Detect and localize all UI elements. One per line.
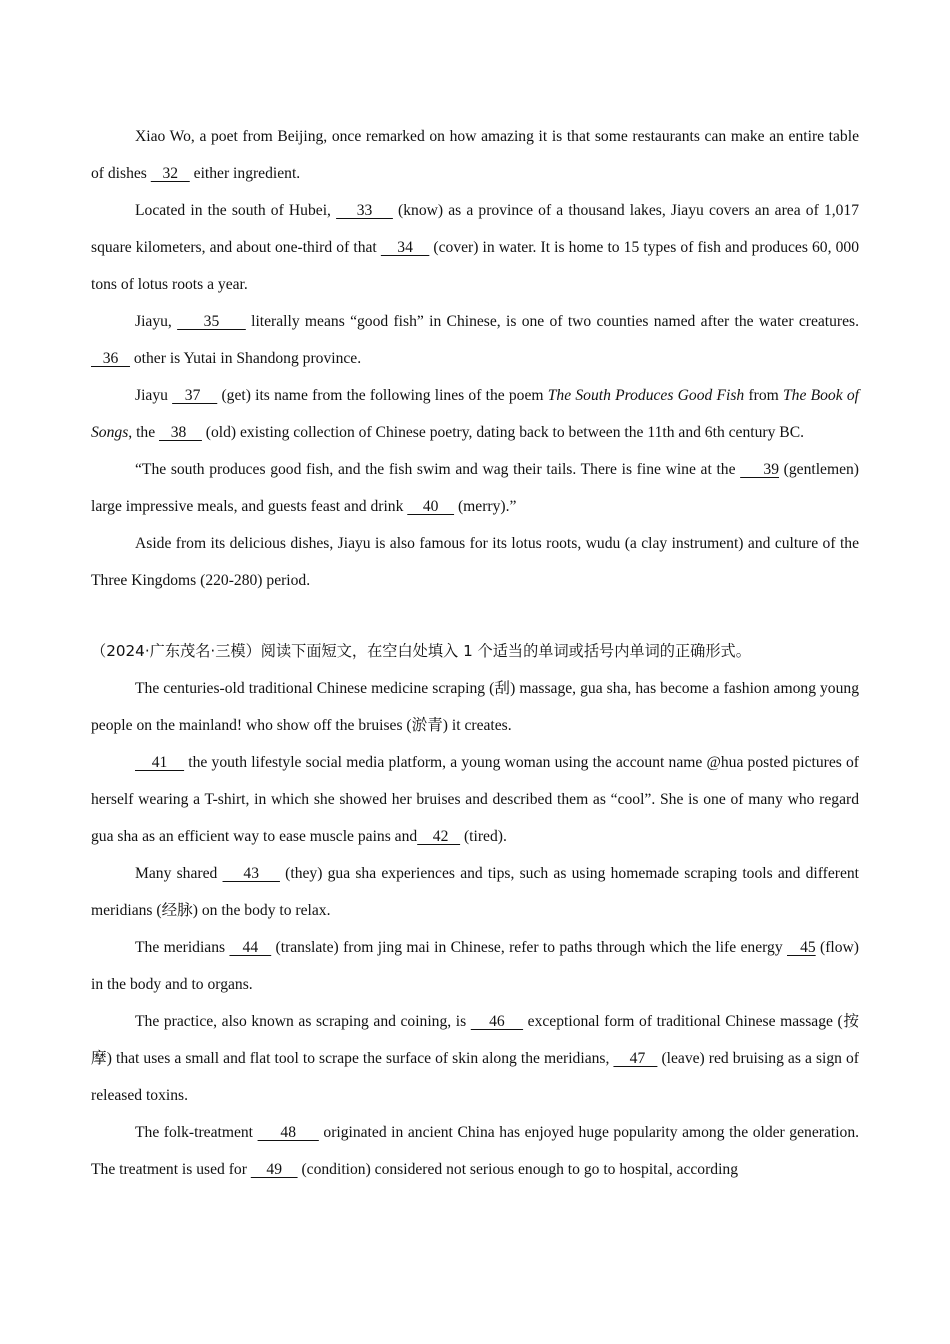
blank-46: 46	[470, 1013, 524, 1030]
text: (translate) from jing mai in Chinese, refer to paths through which the life energy	[271, 939, 787, 956]
paragraph	[91, 855, 859, 929]
paragraph	[91, 1114, 859, 1188]
text: the youth lifestyle social media platform, a young woman using the account name @hua posted pictures of herself wearing a T-shirt, in which she showed her bruises and described them as “cool”. She is one of many who regard gua sha as an efficient way to ease muscle pains and	[91, 754, 859, 845]
paragraph	[91, 929, 859, 1003]
paragraph	[91, 670, 859, 744]
blank-43: 43	[222, 865, 280, 882]
blank-44: 44	[229, 939, 272, 956]
text: , the	[128, 424, 160, 441]
book-title: The Book of Songs	[91, 387, 859, 441]
blank-45: 45	[787, 939, 816, 956]
paragraph	[91, 525, 859, 599]
text: (know) as a province of a thousand lakes, Jiayu covers an area of 1,017 square kilometers, and about one-third of that	[91, 202, 860, 256]
document-page	[91, 118, 859, 1188]
text: (they) gua sha experiences and tips, such as using homemade scraping tools and different meridians (经脉) on the body to relax.	[91, 865, 860, 919]
text: “The south produces good fish, and the fish swim and wag their tails. There is fine wine at the	[135, 461, 741, 478]
text: (flow) in the body and to organs.	[91, 939, 859, 993]
text: Jiayu,	[135, 313, 178, 330]
paragraph	[91, 118, 859, 192]
text: (leave) red bruising as a sign of released toxins.	[91, 1050, 859, 1104]
blank-38: 38	[159, 424, 202, 441]
text: (condition) considered not serious enough to go to hospital, according	[297, 1161, 739, 1178]
paragraph	[91, 451, 859, 525]
blank-33: 33	[336, 202, 393, 219]
blank-47: 47	[613, 1050, 658, 1067]
text: The practice, also known as scraping and coining, is	[135, 1013, 471, 1030]
paragraph	[91, 377, 859, 451]
text: The meridians	[135, 939, 230, 956]
paragraph	[91, 1003, 859, 1114]
paragraph	[91, 744, 859, 855]
text: from	[744, 387, 783, 404]
blank-49: 49	[250, 1161, 298, 1178]
blank-36: 36	[91, 350, 130, 367]
text: either ingredient.	[189, 165, 301, 182]
blank-39: 39	[740, 461, 780, 478]
blank-37: 37	[172, 387, 218, 404]
text: (tired).	[460, 828, 507, 845]
blank-41: 41	[135, 754, 185, 771]
poem-title: The South Produces Good Fish	[547, 387, 745, 404]
text: Many shared	[135, 865, 223, 882]
text: Located in the south of Hubei,	[135, 202, 337, 219]
paragraph	[91, 192, 859, 303]
blank-42: 42	[417, 828, 461, 845]
text: Jiayu	[135, 387, 173, 404]
paragraph	[91, 303, 859, 377]
text: (get) its name from the following lines of the poem	[217, 387, 548, 404]
text: (gentlemen) large impressive meals, and guests feast and drink	[91, 461, 860, 515]
exercise-header: （2024·广东茂名·三模）阅读下面短文，在空白处填入 1 个适当的单词或括号内单词的正确形式。	[91, 642, 751, 660]
text: Aside from its delicious dishes, Jiayu is also famous for its lotus roots, wudu (a clay instrument) and culture of the Three Kingdoms (220-280) period.	[91, 535, 859, 589]
text: originated in ancient China has enjoyed huge popularity among the older generation. The treatment is used for	[91, 1124, 860, 1178]
text: other is Yutai in Shandong province.	[129, 350, 362, 367]
blank-34: 34	[380, 239, 430, 256]
blank-32: 32	[150, 165, 190, 182]
blank-40: 40	[407, 498, 455, 515]
text: (old) existing collection of Chinese poetry, dating back to between the 11th and 6th century BC.	[201, 424, 804, 441]
text: The centuries-old traditional Chinese medicine scraping (刮) massage, gua sha, has become a fashion among young people on the mainland! who show off the bruises (淤青) it creates.	[91, 680, 859, 734]
text: (cover) in water. It is home to 15 types of fish and produces 60, 000 tons of lotus roots a year.	[91, 239, 859, 293]
text: (merry).”	[454, 498, 517, 515]
text: Xiao Wo, a poet from Beijing, once remarked on how amazing it is that some restaurants can make an entire table of dishes	[91, 128, 859, 182]
text: exceptional form of traditional Chinese massage (按摩) that uses a small and flat tool to scrape the surface of skin along the meridians,	[91, 1013, 860, 1067]
blank-35: 35	[177, 313, 246, 330]
text: literally means “good fish” in Chinese, is one of two counties named after the water creatures.	[245, 313, 859, 330]
text: The folk-treatment	[135, 1124, 258, 1141]
blank-48: 48	[257, 1124, 319, 1141]
